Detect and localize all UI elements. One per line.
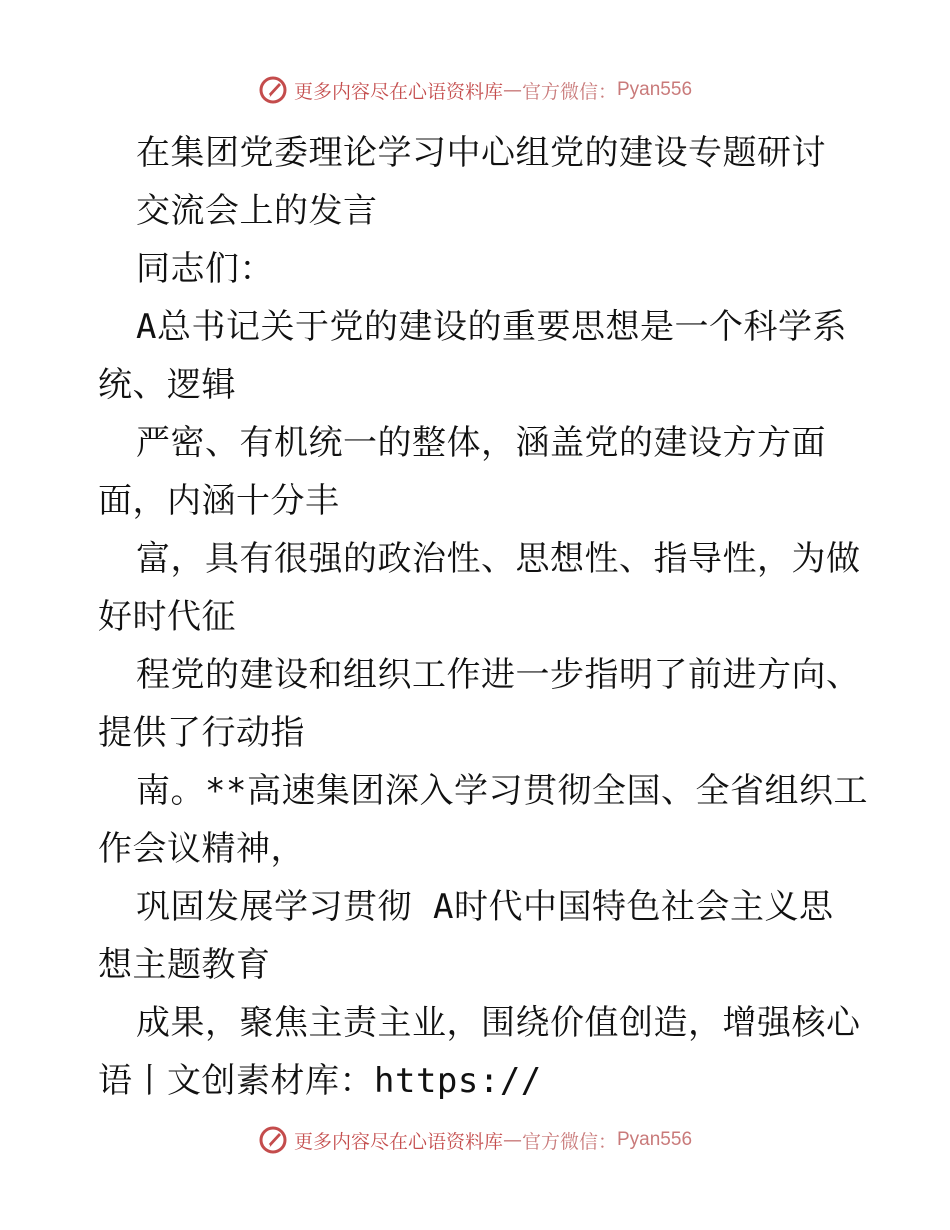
doc-text-line: 好时代征 bbox=[98, 597, 236, 637]
doc-title-line-1: 在集团党委理论学习中心组党的建设专题研讨 bbox=[136, 133, 826, 173]
doc-text-line: 统、逻辑 bbox=[98, 365, 236, 405]
doc-text-line: 巩固发展学习贯彻 A时代中国特色社会主义思 bbox=[136, 887, 834, 927]
doc-title-line-2: 交流会上的发言 bbox=[136, 191, 378, 231]
watermark-separator: — bbox=[502, 1129, 522, 1151]
doc-source-line: 语丨文创素材库：https:// bbox=[98, 1061, 542, 1101]
quill-pen-circle-icon bbox=[258, 75, 288, 105]
doc-text-line: 严密、有机统一的整体，涵盖党的建设方方面 bbox=[136, 423, 826, 463]
watermark-brand: 更多内容尽在心语资料库 bbox=[293, 80, 503, 103]
doc-text-line: A总书记关于党的建设的重要思想是一个科学系 bbox=[136, 307, 847, 347]
watermark-account: Pyan556 bbox=[617, 79, 693, 100]
watermark-contact: 官方微信： bbox=[521, 80, 617, 103]
doc-text-line: 南。**高速集团深入学习贯彻全国、全省组织工 bbox=[136, 771, 868, 811]
doc-text-line: 程党的建设和组织工作进一步指明了前进方向、 bbox=[136, 655, 861, 695]
watermark-brand: 更多内容尽在心语资料库 bbox=[293, 1130, 503, 1153]
watermark-separator: — bbox=[502, 79, 522, 101]
doc-text-line: 作会议精神， bbox=[98, 829, 305, 869]
quill-pen-circle-icon bbox=[258, 1125, 288, 1155]
header-watermark bbox=[0, 70, 950, 110]
doc-salutation: 同志们： bbox=[136, 249, 274, 289]
doc-text-line: 想主题教育 bbox=[98, 945, 271, 985]
doc-text-line: 提供了行动指 bbox=[98, 713, 305, 753]
doc-text-line: 成果，聚焦主责主业，围绕价值创造，增强核心 bbox=[136, 1003, 861, 1043]
doc-text-line: 富，具有很强的政治性、思想性、指导性，为做 bbox=[136, 539, 861, 579]
doc-text-line: 面，内涵十分丰 bbox=[98, 481, 340, 521]
watermark-account: Pyan556 bbox=[617, 1129, 693, 1150]
watermark-contact: 官方微信： bbox=[521, 1130, 617, 1153]
footer-watermark bbox=[0, 1120, 950, 1160]
